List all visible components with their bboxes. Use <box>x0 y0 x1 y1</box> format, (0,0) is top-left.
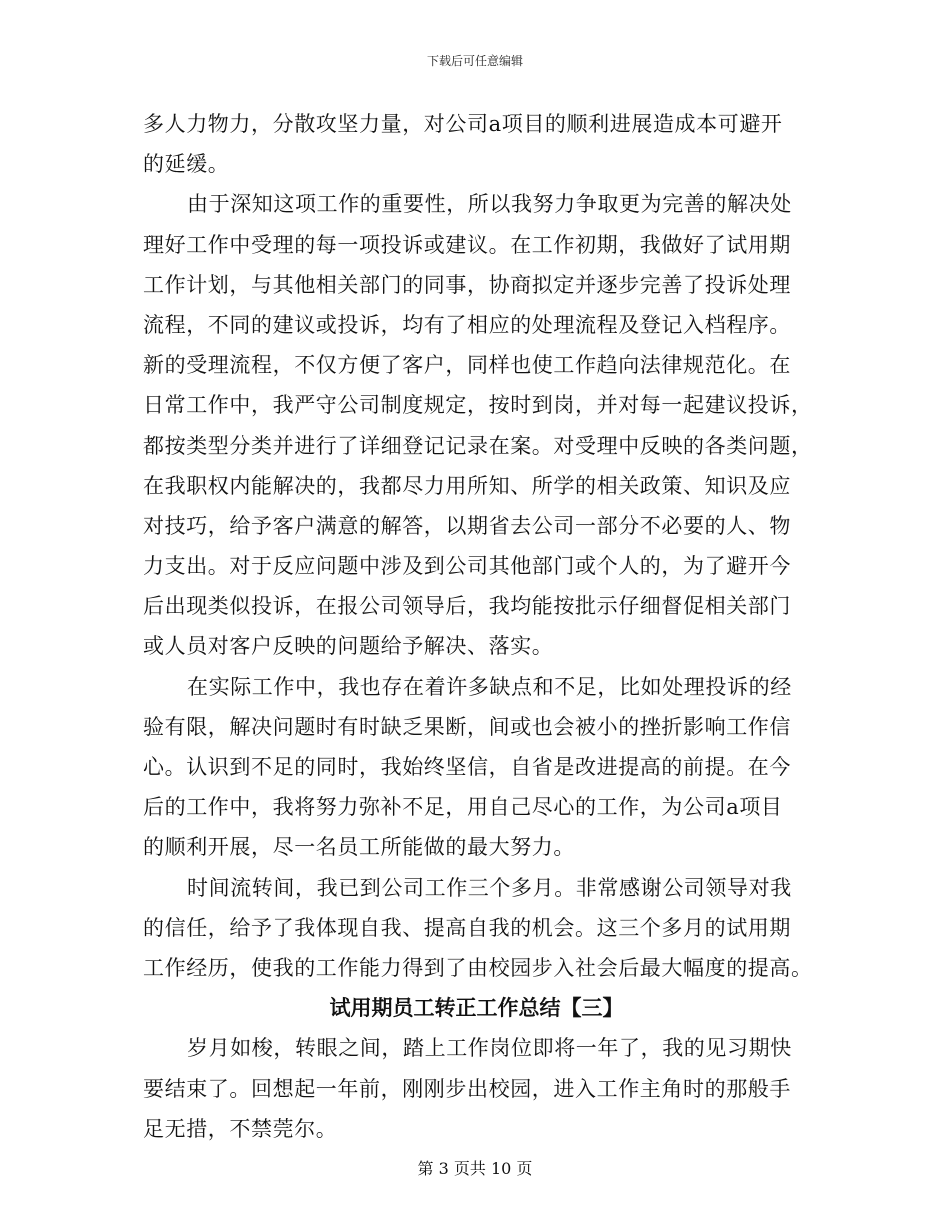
text-line: 都按类型分类并进行了详细登记记录在案。对受理中反映的各类问题， <box>143 433 813 458</box>
text-line: 心。认识到不足的同时，我始终坚信，自省是改进提高的前提。在今 <box>143 755 791 779</box>
document-body <box>143 104 813 1149</box>
text-line: 时间流转间，我已到公司工作三个多月。非常感谢公司领导对我 <box>187 875 792 900</box>
page-header: 下载后可任意编辑 <box>426 54 523 68</box>
text-line: 或人员对客户反映的问题给予解决、落实。 <box>143 634 554 659</box>
text-line: 的信任，给予了我体现自我、提高自我的机会。这三个多月的试用期 <box>143 915 791 940</box>
text-line: 后的工作中，我将努力弥补不足，用自己尽心的工作，为公司a项目 <box>143 795 783 820</box>
text-line: 新的受理流程，不仅方便了客户，同样也使工作趋向法律规范化。在 <box>143 353 791 378</box>
text-line: 力支出。对于反应问题中涉及到公司其他部门或个人的，为了避开今 <box>143 554 791 579</box>
text-line: 工作经历，使我的工作能力得到了由校园步入社会后最大幅度的提高。 <box>143 955 813 980</box>
page-footer: 第 3 页共 10 页 <box>417 1159 533 1178</box>
text-line: 后出现类似投诉，在报公司领导后，我均能按批示仔细督促相关部门 <box>143 594 791 619</box>
text-line: 岁月如梭，转眼之间，踏上工作岗位即将一年了，我的见习期快 <box>187 1036 792 1061</box>
text-line: 在实际工作中，我也存在着许多缺点和不足，比如处理投诉的经 <box>187 674 792 699</box>
text-line: 在我职权内能解决的，我都尽力用所知、所学的相关政策、知识及应 <box>143 473 791 498</box>
paragraph-block-after <box>143 1028 810 1149</box>
text-line: 要结束了。回想起一年前，刚刚步出校园，进入工作主角时的那般手 <box>143 1076 791 1101</box>
text-line: 的延缓。 <box>143 152 230 177</box>
text-line: 由于深知这项工作的重要性，所以我努力争取更为完善的解决处 <box>187 192 792 217</box>
text-line: 验有限，解决问题时有时缺乏果断，间或也会被小的挫折影响工作信 <box>143 714 791 739</box>
text-line: 足无措，不禁莞尔。 <box>143 1116 338 1141</box>
text-line: 的顺利开展，尽一名员工所能做的最大努力。 <box>143 835 575 860</box>
text-line: 工作计划，与其他相关部门的同事，协商拟定并逐步完善了投诉处理 <box>143 272 791 297</box>
text-line: 日常工作中，我严守公司制度规定，按时到岗，并对每一起建议投诉， <box>143 393 813 418</box>
text-line: 理好工作中受理的每一项投诉或建议。在工作初期，我做好了试用期 <box>143 232 791 257</box>
text-line: 对技巧，给予客户满意的解答，以期省去公司一部分不必要的人、物 <box>143 513 791 538</box>
paragraph-block-before <box>143 104 813 988</box>
section-title: 试用期员工转正工作总结【三】 <box>329 996 624 1021</box>
text-line: 流程，不同的建议或投诉，均有了相应的处理流程及登记入档程序。 <box>143 312 791 337</box>
text-line: 多人力物力，分散攻坚力量，对公司a项目的顺利进展造成本可避开 <box>143 112 783 136</box>
